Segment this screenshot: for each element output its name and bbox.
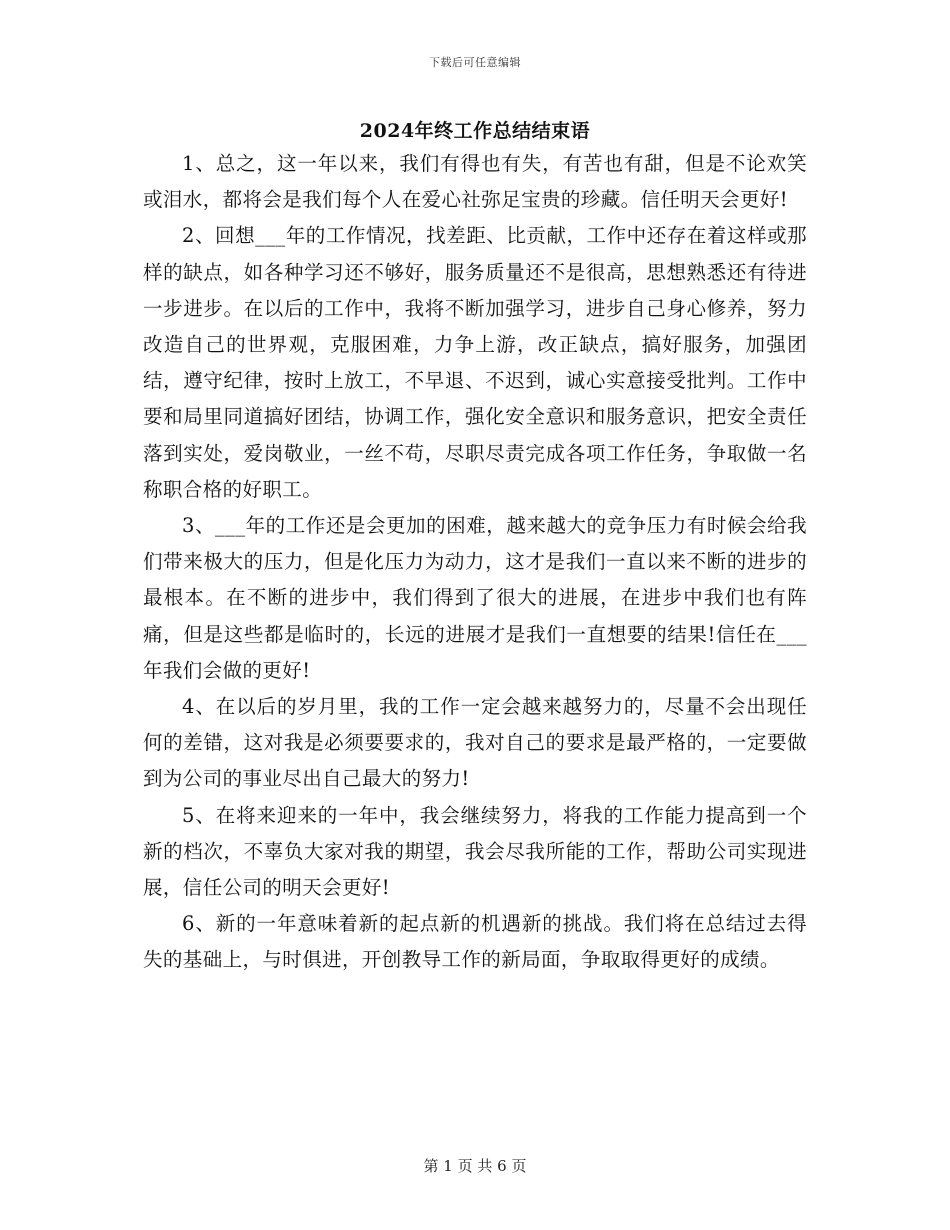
document-title: 2024年终工作总结结束语 — [359, 120, 591, 142]
paragraph-6: 6、新的一年意味着新的起点新的机遇新的挑战。我们将在总结过去得失的基础上，与时俱进，开创教导工作的新局面，争取取得更好的成绩。 — [143, 912, 807, 972]
paragraph-4: 4、在以后的岁月里，我的工作一定会越来越努力的，尽量不会出现任何的差错，这对我是必须要要求的，我对自己的要求是最严格的，一定要做到为公司的事业尽出自己最大的努力! — [143, 695, 807, 791]
paragraph-5: 5、在将来迎来的一年中，我会继续努力，将我的工作能力提高到一个新的档次，不辜负大家对我的期望，我会尽我所能的工作，帮助公司实现进展，信任公司的明天会更好! — [143, 803, 807, 900]
document-body — [143, 146, 807, 979]
paragraph-3: 3、___年的工作还是会更加的困难，越来越大的竞争压力有时候会给我们带来极大的压力，但是化压力为动力，这才是我们一直以来不断的进步的最根本。在不断的进步中，我们得到了很大的进展，在进步中我们也有阵痛，但是这些都是临时的，长远的进展才是我们一直想要的结果!信任在___年我们会做的更好! — [143, 514, 807, 682]
paragraph-2: 2、回想___年的工作情况，找差距、比贡献，工作中还存在着这样或那样的缺点，如各种学习还不够好，服务质量还不是很高，思想熟悉还有待进一步进步。在以后的工作中，我将不断加强学习，进步自己身心修养，努力改造自己的世界观，克服困难，力争上游，改正缺点，搞好服务，加强团结，遵守纪律，按时上放工，不早退、不迟到，诚心实意接受批判。工作中要和局里同道搞好团结，协调工作，强化安全意识和服务意识，把安全责任落到实处，爱岗敬业，一丝不苟，尽职尽责完成各项工作任务，争取做一名称职合格的好职工。 — [143, 224, 807, 501]
header-edit-note: 下载后可任意编辑 — [429, 56, 521, 69]
page-number: 第 1 页 共 6 页 — [423, 1157, 527, 1175]
paragraph-1: 1、总之，这一年以来，我们有得也有失，有苦也有甜，但是不论欢笑或泪水，都将会是我们每个人在爱心社弥足宝贵的珍藏。信任明天会更好! — [143, 152, 807, 212]
